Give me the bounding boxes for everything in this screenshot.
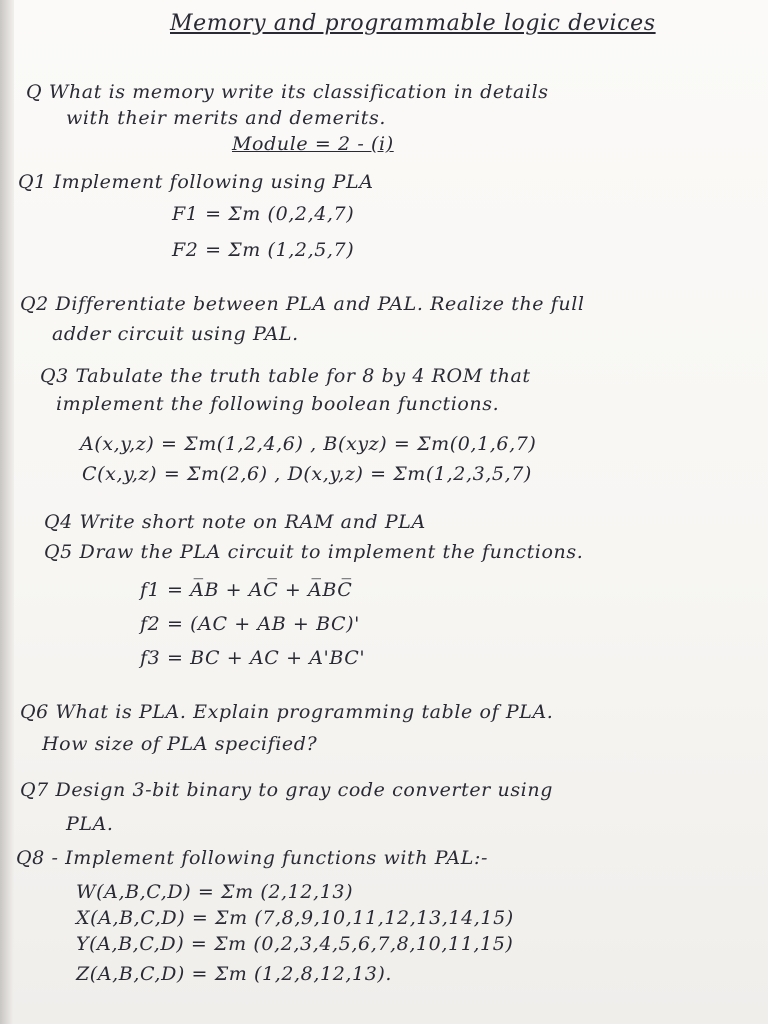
equation-line: X(A,B,C,D) = Σm (7,8,9,10,11,12,13,14,15) — [76, 907, 514, 929]
question-line: Q1 Implement following using PLA — [18, 171, 374, 193]
equation-line: W(A,B,C,D) = Σm (2,12,13) — [76, 881, 354, 903]
question-line: Q4 Write short note on RAM and PLA — [44, 511, 426, 533]
question-line: adder circuit using PAL. — [52, 323, 299, 345]
equation-line: f3 = BC + AC + A'BC' — [140, 647, 366, 669]
equation-line: f1 = A̅B + AC̅ + A̅BC̅ — [140, 579, 353, 601]
equation-line: Y(A,B,C,D) = Σm (0,2,3,4,5,6,7,8,10,11,15) — [76, 933, 514, 955]
question-line: How size of PLA specified? — [42, 733, 318, 755]
equation-line: Z(A,B,C,D) = Σm (1,2,8,12,13). — [76, 963, 393, 985]
equation-line: F1 = Σm (0,2,4,7) — [172, 203, 355, 225]
question-line: Q6 What is PLA. Explain programming table of PLA. — [20, 701, 554, 723]
question-line: Q8 - Implement following functions with PAL:- — [16, 847, 488, 869]
question-line: Q3 Tabulate the truth table for 8 by 4 ROM that — [40, 365, 531, 387]
page-title: Memory and programmable logic devices — [170, 11, 656, 36]
equation-line: A(x,y,z) = Σm(1,2,4,6) , B(xyz) = Σm(0,1,6,7) — [80, 433, 537, 455]
question-line: Q What is memory write its classification in details — [26, 81, 549, 103]
equation-line: C(x,y,z) = Σm(2,6) , D(x,y,z) = Σm(1,2,3,5,7) — [82, 463, 532, 485]
question-line: PLA. — [66, 813, 114, 835]
question-line: Q5 Draw the PLA circuit to implement the functions. — [44, 541, 584, 563]
question-line: Q2 Differentiate between PLA and PAL. Realize the full — [20, 293, 585, 315]
module-heading: Module = 2 - (i) — [232, 133, 394, 155]
question-line: with their merits and demerits. — [66, 107, 387, 129]
question-line: Q7 Design 3-bit binary to gray code converter using — [20, 779, 553, 801]
equation-line: F2 = Σm (1,2,5,7) — [172, 239, 355, 261]
equation-line: f2 = (AC + AB + BC)' — [140, 613, 360, 635]
question-line: implement the following boolean functions. — [56, 393, 500, 415]
